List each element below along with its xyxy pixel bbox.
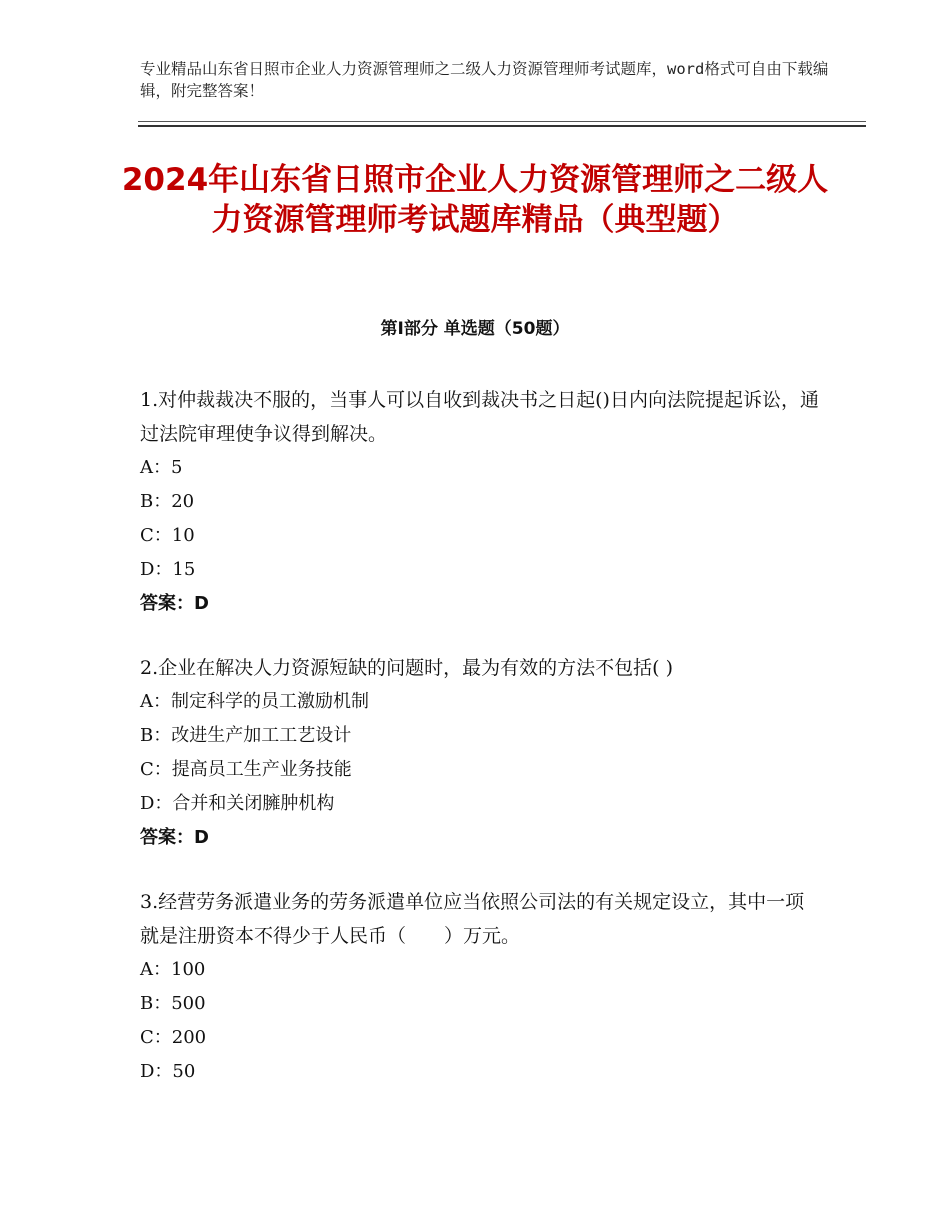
option-b: B：20 bbox=[140, 491, 195, 512]
option-c: C：提高员工生产业务技能 bbox=[140, 759, 352, 780]
question-1 bbox=[140, 383, 820, 621]
question-text: 2.企业在解决人力资源短缺的问题时，最为有效的方法不包括( ) bbox=[140, 657, 673, 679]
answer-line: 答案：D bbox=[140, 827, 209, 848]
option-b: B：改进生产加工工艺设计 bbox=[140, 725, 352, 746]
option-c: C：200 bbox=[140, 1027, 207, 1048]
question-list bbox=[140, 383, 820, 1119]
option-d: D：15 bbox=[140, 559, 196, 580]
option-a: A：100 bbox=[140, 959, 206, 980]
answer-line: 答案：D bbox=[140, 593, 209, 614]
option-a: A：制定科学的员工激励机制 bbox=[140, 691, 369, 712]
option-a: A：5 bbox=[140, 457, 183, 478]
option-d: D：50 bbox=[140, 1061, 196, 1082]
option-c: C：10 bbox=[140, 525, 195, 546]
section-title: 第Ⅰ部分 单选题（50题） bbox=[380, 319, 570, 339]
document-title: 2024年山东省日照市企业人力资源管理师之二级人力资源管理师考试题库精品（典型题） bbox=[121, 162, 829, 238]
question-text: 3.经营劳务派遣业务的劳务派遣单位应当依照公司法的有关规定设立，其中一项就是注册资本不得少于人民币（ ）万元。 bbox=[140, 891, 805, 947]
header-divider-thin bbox=[138, 121, 866, 122]
question-3 bbox=[140, 885, 820, 1089]
option-d: D：合并和关闭臃肿机构 bbox=[140, 793, 335, 814]
question-text: 1.对仲裁裁决不服的，当事人可以自收到裁决书之日起()日内向法院提起诉讼，通过法院审理使争议得到解决。 bbox=[140, 389, 819, 445]
header-divider-thick bbox=[138, 125, 866, 127]
question-2 bbox=[140, 651, 820, 855]
header-note: 专业精品山东省日照市企业人力资源管理师之二级人力资源管理师考试题库，word格式可自由下载编辑，附完整答案！ bbox=[140, 60, 829, 100]
option-b: B：500 bbox=[140, 993, 206, 1014]
